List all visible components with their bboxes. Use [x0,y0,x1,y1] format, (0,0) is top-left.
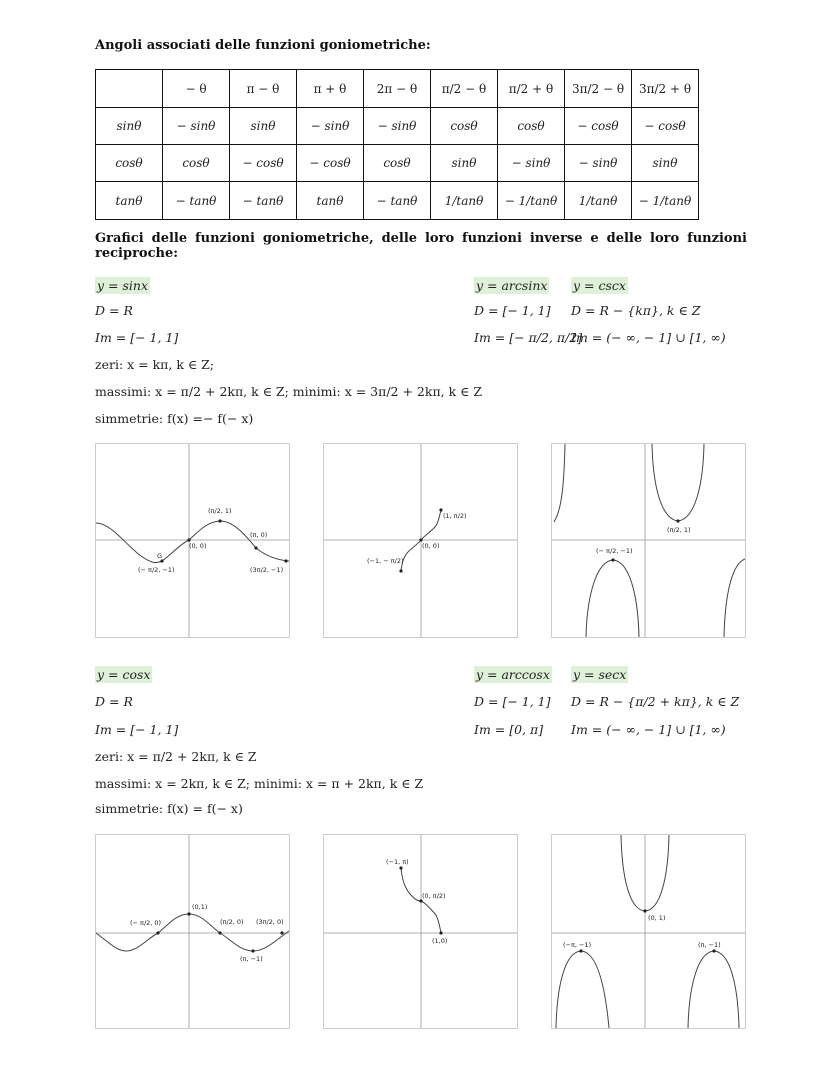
table-cell: − cosθ [230,145,297,182]
function-name-sec: y = secx [573,667,627,682]
table-header-cell: − θ [163,70,230,108]
domain-arcsin: D = [− 1, 1] [474,303,551,318]
zeros-sin: zeri: x = kπ, k ∈ Z; [95,357,215,372]
csc-branch-4 [724,559,745,637]
graph-sin [95,443,290,638]
graph-arccos [323,834,518,1029]
table-header-cell: π + θ [297,70,364,108]
table-cell: − sinθ [297,108,364,145]
label-arccos-max: (−1, π) [386,858,409,866]
domain-sec: D = R − {π/2 + kπ}, k ∈ Z [571,694,740,709]
table-row [96,182,699,220]
zeros-cos: zeri: x = π/2 + 2kπ, k ∈ Z [95,749,257,764]
domain-csc: D = R − {kπ}, k ∈ Z [571,303,701,318]
image-sin: Im = [− 1, 1] [95,330,179,345]
function-name-arcsin: y = arcsinx [476,278,548,293]
table-cell: − tanθ [230,182,297,220]
section-title-graphs-cont: reciproche: [95,246,179,261]
label-sin-g: G [157,552,163,560]
table-cell: − sinθ [498,145,565,182]
table-header-cell: π/2 − θ [431,70,498,108]
function-name-csc: y = cscx [573,278,626,293]
graph-arcsin [323,443,518,638]
label-sec-min-right: (π, −1) [698,941,721,949]
table-header-cell: 3π/2 + θ [632,70,699,108]
table-cell: sinθ [431,145,498,182]
label-sin-origin: (0, 0) [189,542,207,550]
maxmin-sin: massimi: x = π/2 + 2kπ, k ∈ Z; minimi: x = 3π/2 + 2kπ, k ∈ Z [95,384,483,399]
csc-branch-2 [652,444,704,521]
csc-branch-3 [586,560,639,637]
label-csc-min: (− π/2, −1) [596,547,633,555]
graph-csc [551,443,746,638]
table-row [96,145,699,182]
label-arcsin-min: (−1, − π/2) [367,557,404,565]
function-name-cos: y = cosx [97,667,151,682]
table-header-cell: 3π/2 − θ [565,70,632,108]
graph-cos [95,834,290,1029]
domain-arccos: D = [− 1, 1] [474,694,551,709]
label-arcsin-origin: (0, 0) [422,542,440,550]
label-cos-zero-right: (π/2, 0) [220,918,244,926]
table-header-cell: 2π − θ [364,70,431,108]
label-cos-zero-left: (− π/2, 0) [130,919,162,927]
table-header-cell [96,70,163,108]
table-cell: − 1/tanθ [632,182,699,220]
table-cell: − sinθ [163,108,230,145]
associated-angles-table [95,69,699,220]
table-cell: cosθ [364,145,431,182]
image-csc: Im = (− ∞, − 1] ∪ [1, ∞) [571,330,726,345]
table-cell: − cosθ [297,145,364,182]
table-cell: sinθ [632,145,699,182]
table-row [96,108,699,145]
table-cell: cosθ [498,108,565,145]
table-cell: − 1/tanθ [498,182,565,220]
symmetry-cos: simmetrie: f(x) = f(− x) [95,801,243,816]
table-cell: tanθ [96,182,163,220]
label-sin-pi: (π, 0) [250,531,268,539]
table-cell: − tanθ [364,182,431,220]
image-sec: Im = (− ∞, − 1] ∪ [1, ∞) [571,722,726,737]
table-cell: cosθ [431,108,498,145]
label-sec-max: (0, 1) [648,914,666,922]
label-csc-max: (π/2, 1) [667,526,691,534]
domain-cos: D = R [95,694,133,709]
label-sin-min-left: (− π/2, −1) [138,566,175,574]
csc-branch-1 [554,444,565,522]
function-name-arccos: y = arccosx [476,667,550,682]
table-cell: 1/tanθ [565,182,632,220]
section-title-angles: Angoli associati delle funzioni goniometriche: [95,38,431,53]
table-cell: − sinθ [364,108,431,145]
function-name-sin: y = sinx [97,278,148,293]
table-cell: 1/tanθ [431,182,498,220]
table-cell: − tanθ [163,182,230,220]
label-cos-zero-far: (3π/2, 0) [256,918,284,926]
table-cell: − sinθ [565,145,632,182]
maxmin-cos: massimi: x = 2kπ, k ∈ Z; minimi: x = π + 2kπ, k ∈ Z [95,776,424,791]
table-header-cell: π − θ [230,70,297,108]
graph-sec [551,834,746,1029]
label-cos-max: (0,1) [192,903,208,911]
label-sin-max: (π/2, 1) [208,507,232,515]
image-arcsin: Im = [− π/2, π/2] [474,330,583,345]
table-cell: tanθ [297,182,364,220]
table-cell: cosθ [163,145,230,182]
image-cos: Im = [− 1, 1] [95,722,179,737]
label-sin-min-right: (3π/2, −1) [250,566,284,574]
label-cos-min: (π, −1) [240,955,263,963]
label-arccos-mid: (0, π/2) [422,892,446,900]
label-sec-min-left: (−π, −1) [563,941,592,949]
symmetry-sin: simmetrie: f(x) =− f(− x) [95,411,254,426]
label-arccos-min: (1,0) [432,937,448,945]
table-header-cell: π/2 + θ [498,70,565,108]
label-arcsin-max: (1, π/2) [443,512,467,520]
domain-sin: D = R [95,303,133,318]
sec-branch-3 [688,951,739,1028]
sec-branch-2 [556,951,609,1028]
section-title-graphs: Grafici delle funzioni goniometriche, delle loro funzioni inverse e delle loro funzioni [95,231,747,246]
table-cell: sinθ [230,108,297,145]
table-cell: − cosθ [565,108,632,145]
table-cell: − cosθ [632,108,699,145]
table-cell: cosθ [96,145,163,182]
table-cell: sinθ [96,108,163,145]
image-arccos: Im = [0, π] [474,722,544,737]
